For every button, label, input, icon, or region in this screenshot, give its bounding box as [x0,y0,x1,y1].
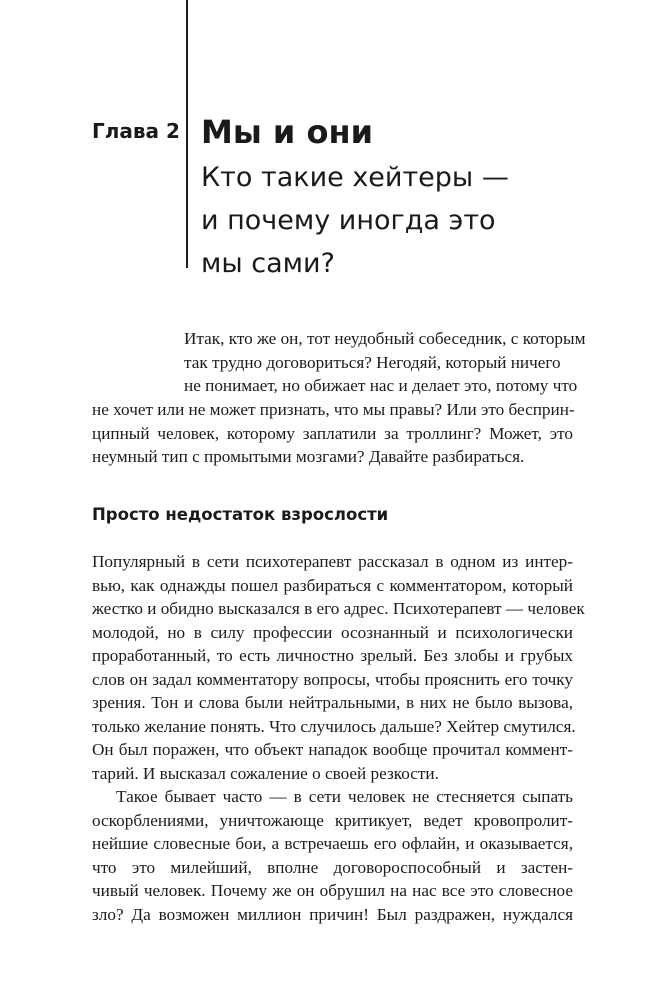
chapter-number: Глава 2 [92,119,180,143]
subtitle-line: и почему иногда это [201,205,496,236]
chapter-divider-line [186,0,188,268]
text-line: что это милейший, вполне договороспособный и застен- [92,857,573,877]
text-line: не хочет или не может признать, что мы правы? Или это бесприн- [92,400,575,419]
text-line: проработанный, то есть личностно зрелый. Без злобы и грубых [92,646,573,665]
subtitle-line: мы сами? [201,248,335,279]
chapter-title: Мы и они [201,113,373,151]
text-line: так трудно договориться? Негодяй, который ничего [184,352,561,372]
text-line: Популярный в сети психотерапевт рассказал в одном из интер- [92,552,573,571]
text-line: не понимает, но обижает нас и делает это, потому что [184,376,578,395]
text-line: нейшие словесные бои, а встречаешь его офлайн, и оказывается, [92,834,573,853]
text-line: вью, как однажды пошел разбираться с комментатором, который [92,575,573,595]
text-line: только желание понять. Что случилось дальше? Хейтер смутился. [92,716,576,736]
text-line: слов он задал комментатору вопросы, чтобы прояснить его точку [92,669,573,689]
intro-paragraph-part-2 [92,398,573,469]
text-line: ципный человек, которому заплатили за троллинг? Может, это [92,423,573,443]
text-line: тарий. И высказал сожаление о своей резкости. [92,763,439,783]
text-line: чивый человек. Почему же он обрушил на нас все это словесное [92,881,573,900]
text-line: оскорблениями, уничтожающе критикует, ведет кровопролит- [92,810,573,830]
text-line: жестко и обидно высказался в его адрес. Психотерапевт — человек [92,599,585,618]
text-line: неумный тип с промытыми мозгами? Давайте разбираться. [92,447,525,466]
body-text [92,550,585,926]
text-line: Такое бывает часто — в сети человек не стесняется сыпать [116,787,573,806]
chapter-subtitle [201,156,509,285]
section-heading: Просто недостаток взрослости [92,505,389,524]
intro-paragraph-part-1 [184,327,586,398]
text-line: Он был поражен, что объект нападок вообще прочитал коммент- [92,740,573,759]
text-line: зрения. Тон и слова были нейтральными, в них не было вызова, [92,693,573,712]
text-line: молодой, но в силу профессии осознанный и психологически [92,622,573,642]
subtitle-line: Кто такие хейтеры — [201,162,509,193]
text-line: Итак, кто же он, тот неудобный собеседник, с которым [184,329,586,348]
text-line: зло? Да возможен миллион причин! Был раздражен, нуждался [92,904,573,924]
